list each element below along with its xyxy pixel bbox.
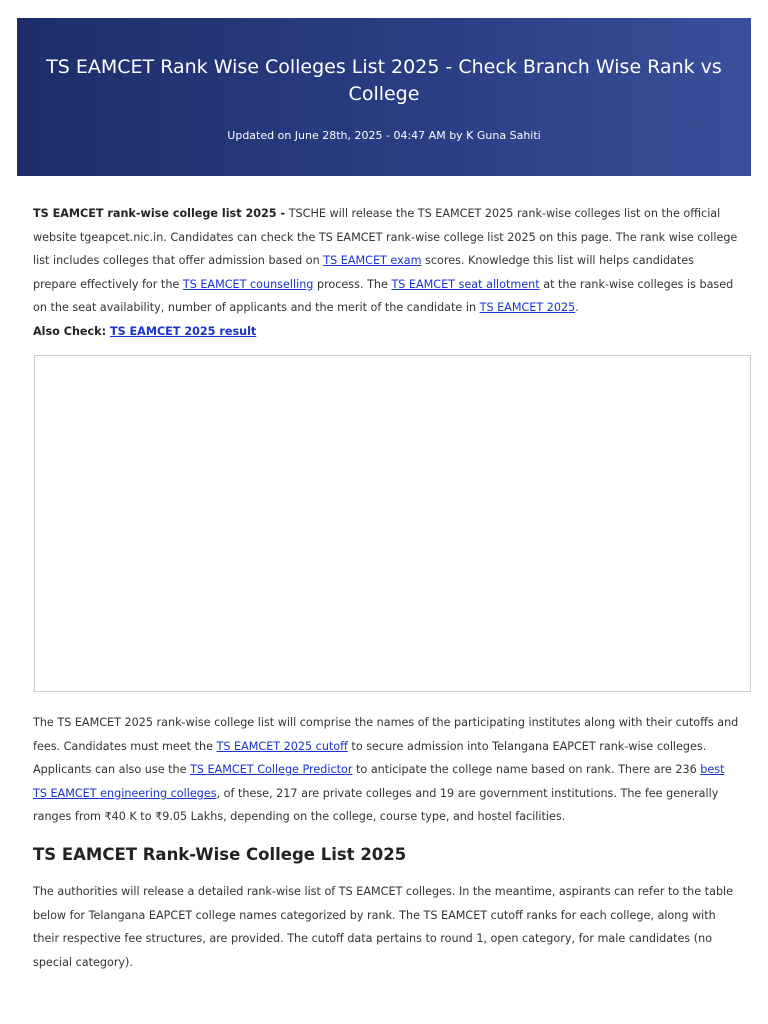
link-college-predictor[interactable]: TS EAMCET College Predictor — [190, 763, 353, 777]
para2-text-2: to secure admission into Telangana EAPCET rank-wise colleges. Applicants can also use the — [33, 739, 707, 777]
article-header-banner — [17, 18, 751, 176]
also-check-label: Also Check: — [33, 324, 110, 338]
link-ts-eamcet-exam[interactable]: TS EAMCET exam — [323, 254, 422, 268]
intro-text-3: process. The — [313, 277, 392, 291]
para2-text-4: , of these, 217 are private colleges and 19 are government institutions. The fee generally ranges from ₹40 K to ₹9.05 Lakhs, depending on the college, course type, and hostel facilities. — [33, 786, 719, 824]
intro-paragraph — [33, 202, 739, 320]
link-ts-eamcet-2025-cutoff[interactable]: TS EAMCET 2025 cutoff — [216, 739, 348, 753]
college-list-paragraph — [33, 711, 739, 829]
intro-text-1: TSCHE will release the TS EAMCET 2025 rank-wise colleges list on the official website tgeapcet.nic.in. Candidates can check the TS EAMCET rank-wise college list 2025 on this page. The rank wise college list includes colleges that offer admission based on — [33, 207, 738, 268]
intro-text-4: at the rank-wise colleges is based on the seat availability, number of applicants and the merit of the candidate in — [33, 277, 734, 315]
updated-byline: Updated on June 28th, 2025 - 04:47 AM by K Guna Sahiti — [227, 129, 541, 142]
intro-lead: TS EAMCET rank-wise college list 2025 - — [33, 207, 286, 220]
link-ts-eamcet-2025-result[interactable]: TS EAMCET 2025 result — [109, 324, 257, 338]
page-title: TS EAMCET Rank Wise Colleges List 2025 - Check Branch Wise Rank vs College — [46, 56, 722, 105]
link-ts-eamcet-2025[interactable]: TS EAMCET 2025 — [479, 301, 576, 315]
link-best-engineering-colleges[interactable]: best TS EAMCET engineering colleges — [33, 763, 725, 800]
intro-text-5: . — [575, 301, 579, 315]
intro-text-2: scores. Knowledge this list will helps candidates prepare effectively for the — [33, 254, 695, 291]
para2-text-3: to anticipate the college name based on rank. There are 236 — [352, 763, 701, 777]
para2-text-1: The TS EAMCET 2025 rank-wise college list will comprise the names of the participating institutes along with their cutoffs and fees. Candidates must meet the — [33, 716, 739, 753]
section-heading: TS EAMCET Rank-Wise College List 2025 — [33, 845, 407, 864]
link-ts-eamcet-counselling[interactable]: TS EAMCET counselling — [182, 277, 314, 291]
link-ts-eamcet-seat-allotment[interactable]: TS EAMCET seat allotment — [391, 277, 540, 291]
also-check-line — [33, 320, 739, 344]
section-paragraph: The authorities will release a detailed rank-wise list of TS EAMCET colleges. In the meantime, aspirants can refer to the table below for Telangana EAPCET college names categorized by rank. The TS EAMCET cutoff ranks for each college, along with their respective fee structures, are provided. The cutoff data pertains to round 1, open category, for male candidates (no special category). — [33, 885, 734, 969]
intro-section — [33, 202, 739, 344]
embedded-ad-frame — [34, 355, 751, 692]
